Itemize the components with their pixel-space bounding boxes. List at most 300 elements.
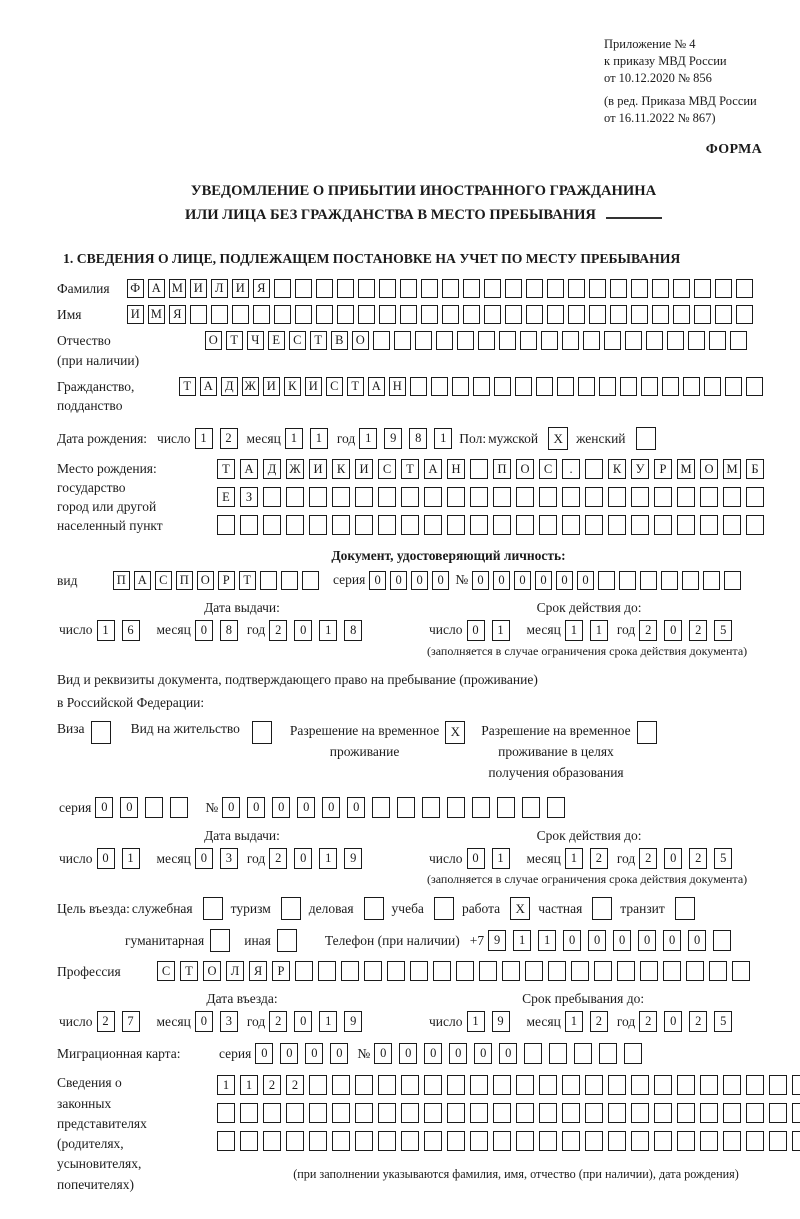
char-box[interactable]: О xyxy=(205,331,222,350)
char-box[interactable]: 2 xyxy=(689,1011,707,1032)
temp-permit-checkbox[interactable]: X xyxy=(445,721,465,744)
char-box[interactable] xyxy=(170,797,188,818)
char-box[interactable] xyxy=(358,279,375,298)
char-box[interactable] xyxy=(654,487,672,507)
char-box[interactable]: 0 xyxy=(613,930,631,951)
char-box[interactable] xyxy=(604,331,621,350)
char-box[interactable]: 0 xyxy=(97,848,115,869)
char-box[interactable] xyxy=(608,515,626,535)
char-box[interactable] xyxy=(499,331,516,350)
char-box[interactable] xyxy=(631,515,649,535)
char-box[interactable] xyxy=(397,797,415,818)
char-box[interactable] xyxy=(624,1043,642,1064)
char-box[interactable]: П xyxy=(176,571,193,590)
char-box[interactable]: Я xyxy=(253,279,270,298)
char-box[interactable]: 1 xyxy=(492,848,510,869)
char-box[interactable] xyxy=(401,1075,419,1095)
char-box[interactable] xyxy=(470,1131,488,1151)
char-box[interactable]: 1 xyxy=(319,848,337,869)
char-box[interactable] xyxy=(447,1103,465,1123)
char-box[interactable] xyxy=(683,377,700,396)
char-box[interactable] xyxy=(505,279,522,298)
char-box[interactable] xyxy=(318,961,336,981)
char-box[interactable]: 0 xyxy=(535,571,552,590)
char-box[interactable] xyxy=(286,487,304,507)
char-box[interactable]: И xyxy=(190,279,207,298)
char-box[interactable]: 8 xyxy=(344,620,362,641)
char-box[interactable]: 0 xyxy=(638,930,656,951)
char-box[interactable] xyxy=(341,961,359,981)
char-box[interactable] xyxy=(769,1103,787,1123)
char-box[interactable] xyxy=(694,305,711,324)
char-box[interactable]: 2 xyxy=(639,620,657,641)
char-box[interactable]: 0 xyxy=(294,1011,312,1032)
char-box[interactable] xyxy=(410,377,427,396)
char-box[interactable] xyxy=(700,1075,718,1095)
char-box[interactable] xyxy=(494,377,511,396)
char-box[interactable] xyxy=(274,305,291,324)
char-box[interactable] xyxy=(562,515,580,535)
char-box[interactable] xyxy=(589,279,606,298)
char-box[interactable]: С xyxy=(289,331,306,350)
char-box[interactable]: 0 xyxy=(432,571,449,590)
char-box[interactable] xyxy=(217,1131,235,1151)
char-box[interactable] xyxy=(736,279,753,298)
char-box[interactable] xyxy=(378,1131,396,1151)
char-box[interactable] xyxy=(378,1075,396,1095)
char-box[interactable] xyxy=(332,487,350,507)
char-box[interactable]: О xyxy=(197,571,214,590)
char-box[interactable] xyxy=(677,487,695,507)
char-box[interactable] xyxy=(217,1103,235,1123)
char-box[interactable] xyxy=(240,515,258,535)
char-box[interactable]: 1 xyxy=(467,1011,485,1032)
char-box[interactable] xyxy=(447,487,465,507)
char-box[interactable] xyxy=(723,1103,741,1123)
char-box[interactable] xyxy=(746,1075,764,1095)
char-box[interactable]: 8 xyxy=(409,428,427,449)
char-box[interactable]: Ф xyxy=(127,279,144,298)
char-box[interactable]: 0 xyxy=(95,797,113,818)
char-box[interactable] xyxy=(568,279,585,298)
char-box[interactable]: 0 xyxy=(664,1011,682,1032)
char-box[interactable]: 1 xyxy=(122,848,140,869)
char-box[interactable] xyxy=(355,1103,373,1123)
char-box[interactable] xyxy=(337,305,354,324)
char-box[interactable]: 9 xyxy=(488,930,506,951)
char-box[interactable]: О xyxy=(352,331,369,350)
char-box[interactable] xyxy=(433,961,451,981)
char-box[interactable] xyxy=(568,305,585,324)
char-box[interactable] xyxy=(725,377,742,396)
char-box[interactable]: И xyxy=(355,459,373,479)
char-box[interactable]: Я xyxy=(169,305,186,324)
char-box[interactable]: 1 xyxy=(434,428,452,449)
char-box[interactable] xyxy=(332,515,350,535)
char-box[interactable] xyxy=(442,305,459,324)
char-box[interactable]: 3 xyxy=(220,848,238,869)
char-box[interactable]: 1 xyxy=(319,620,337,641)
char-box[interactable] xyxy=(562,331,579,350)
char-box[interactable]: 9 xyxy=(344,848,362,869)
char-box[interactable]: Р xyxy=(272,961,290,981)
char-box[interactable] xyxy=(578,377,595,396)
char-box[interactable] xyxy=(337,279,354,298)
char-box[interactable]: Ч xyxy=(247,331,264,350)
char-box[interactable] xyxy=(447,1131,465,1151)
char-box[interactable]: А xyxy=(134,571,151,590)
char-box[interactable]: И xyxy=(263,377,280,396)
char-box[interactable] xyxy=(493,1103,511,1123)
char-box[interactable] xyxy=(493,1131,511,1151)
char-box[interactable] xyxy=(452,377,469,396)
char-box[interactable] xyxy=(217,515,235,535)
char-box[interactable]: 0 xyxy=(272,797,290,818)
char-box[interactable] xyxy=(673,279,690,298)
char-box[interactable]: 0 xyxy=(664,620,682,641)
char-box[interactable] xyxy=(516,515,534,535)
char-box[interactable]: 0 xyxy=(556,571,573,590)
char-box[interactable]: Р xyxy=(654,459,672,479)
char-box[interactable] xyxy=(263,1103,281,1123)
char-box[interactable]: Л xyxy=(226,961,244,981)
purpose-study-checkbox[interactable] xyxy=(434,897,454,920)
char-box[interactable]: И xyxy=(232,279,249,298)
char-box[interactable] xyxy=(631,1131,649,1151)
char-box[interactable]: М xyxy=(169,279,186,298)
char-box[interactable]: С xyxy=(378,459,396,479)
char-box[interactable]: 1 xyxy=(492,620,510,641)
char-box[interactable]: М xyxy=(677,459,695,479)
purpose-work-checkbox[interactable]: X xyxy=(510,897,530,920)
char-box[interactable] xyxy=(599,1043,617,1064)
char-box[interactable]: К xyxy=(608,459,626,479)
char-box[interactable]: 0 xyxy=(449,1043,467,1064)
char-box[interactable] xyxy=(723,515,741,535)
char-box[interactable] xyxy=(502,961,520,981)
char-box[interactable] xyxy=(240,1103,258,1123)
char-box[interactable]: С xyxy=(539,459,557,479)
char-box[interactable]: 2 xyxy=(590,848,608,869)
char-box[interactable] xyxy=(316,279,333,298)
char-box[interactable] xyxy=(548,961,566,981)
char-box[interactable] xyxy=(730,331,747,350)
char-box[interactable] xyxy=(526,279,543,298)
char-box[interactable] xyxy=(746,1131,764,1151)
char-box[interactable] xyxy=(608,1131,626,1151)
char-box[interactable] xyxy=(589,305,606,324)
char-box[interactable]: 2 xyxy=(97,1011,115,1032)
char-box[interactable] xyxy=(673,305,690,324)
char-box[interactable]: Ж xyxy=(242,377,259,396)
char-box[interactable] xyxy=(617,961,635,981)
char-box[interactable] xyxy=(547,279,564,298)
char-box[interactable] xyxy=(539,487,557,507)
char-box[interactable] xyxy=(792,1103,800,1123)
char-box[interactable] xyxy=(295,279,312,298)
char-box[interactable] xyxy=(479,961,497,981)
char-box[interactable] xyxy=(456,961,474,981)
char-box[interactable] xyxy=(401,1103,419,1123)
char-box[interactable]: М xyxy=(148,305,165,324)
visa-checkbox[interactable] xyxy=(91,721,111,744)
char-box[interactable] xyxy=(505,305,522,324)
char-box[interactable] xyxy=(378,515,396,535)
char-box[interactable]: . xyxy=(562,459,580,479)
char-box[interactable] xyxy=(302,571,319,590)
char-box[interactable]: А xyxy=(148,279,165,298)
char-box[interactable]: 0 xyxy=(305,1043,323,1064)
char-box[interactable] xyxy=(373,331,390,350)
char-box[interactable] xyxy=(263,1131,281,1151)
char-box[interactable] xyxy=(516,1131,534,1151)
char-box[interactable]: А xyxy=(200,377,217,396)
char-box[interactable]: 2 xyxy=(689,848,707,869)
char-box[interactable]: С xyxy=(326,377,343,396)
char-box[interactable] xyxy=(792,1075,800,1095)
char-box[interactable] xyxy=(421,305,438,324)
char-box[interactable]: 3 xyxy=(220,1011,238,1032)
char-box[interactable] xyxy=(547,305,564,324)
char-box[interactable] xyxy=(539,515,557,535)
char-box[interactable] xyxy=(332,1103,350,1123)
char-box[interactable]: 0 xyxy=(297,797,315,818)
char-box[interactable] xyxy=(700,1103,718,1123)
char-box[interactable] xyxy=(682,571,699,590)
char-box[interactable] xyxy=(424,487,442,507)
char-box[interactable] xyxy=(663,961,681,981)
char-box[interactable] xyxy=(631,305,648,324)
char-box[interactable] xyxy=(700,515,718,535)
residence-permit-checkbox[interactable] xyxy=(252,721,272,744)
char-box[interactable] xyxy=(472,797,490,818)
char-box[interactable] xyxy=(709,961,727,981)
char-box[interactable] xyxy=(704,377,721,396)
char-box[interactable]: 0 xyxy=(255,1043,273,1064)
char-box[interactable] xyxy=(424,1131,442,1151)
char-box[interactable]: Т xyxy=(217,459,235,479)
char-box[interactable]: М xyxy=(723,459,741,479)
char-box[interactable]: И xyxy=(305,377,322,396)
char-box[interactable] xyxy=(700,487,718,507)
char-box[interactable] xyxy=(309,487,327,507)
char-box[interactable] xyxy=(410,961,428,981)
char-box[interactable]: 1 xyxy=(359,428,377,449)
char-box[interactable] xyxy=(654,515,672,535)
char-box[interactable]: 0 xyxy=(222,797,240,818)
char-box[interactable] xyxy=(547,797,565,818)
char-box[interactable] xyxy=(557,377,574,396)
char-box[interactable]: Т xyxy=(226,331,243,350)
char-box[interactable] xyxy=(484,279,501,298)
char-box[interactable] xyxy=(631,1103,649,1123)
char-box[interactable] xyxy=(677,1103,695,1123)
char-box[interactable]: 0 xyxy=(499,1043,517,1064)
char-box[interactable] xyxy=(585,459,603,479)
char-box[interactable]: 0 xyxy=(294,620,312,641)
char-box[interactable] xyxy=(295,961,313,981)
char-box[interactable]: Т xyxy=(310,331,327,350)
char-box[interactable]: 0 xyxy=(467,848,485,869)
char-box[interactable]: 1 xyxy=(310,428,328,449)
char-box[interactable] xyxy=(662,377,679,396)
purpose-other-checkbox[interactable] xyxy=(277,929,297,952)
char-box[interactable] xyxy=(424,1075,442,1095)
char-box[interactable]: П xyxy=(493,459,511,479)
char-box[interactable] xyxy=(539,1131,557,1151)
char-box[interactable] xyxy=(497,797,515,818)
char-box[interactable] xyxy=(372,797,390,818)
char-box[interactable]: Т xyxy=(180,961,198,981)
char-box[interactable]: Д xyxy=(263,459,281,479)
char-box[interactable]: 0 xyxy=(663,930,681,951)
char-box[interactable] xyxy=(746,487,764,507)
char-box[interactable]: 1 xyxy=(285,428,303,449)
purpose-tourism-checkbox[interactable] xyxy=(281,897,301,920)
char-box[interactable] xyxy=(470,487,488,507)
char-box[interactable] xyxy=(309,515,327,535)
char-box[interactable] xyxy=(400,279,417,298)
char-box[interactable] xyxy=(715,279,732,298)
char-box[interactable] xyxy=(585,1103,603,1123)
char-box[interactable]: 1 xyxy=(240,1075,258,1095)
char-box[interactable]: С xyxy=(155,571,172,590)
char-box[interactable]: 0 xyxy=(294,848,312,869)
female-checkbox[interactable] xyxy=(636,427,656,450)
char-box[interactable]: 2 xyxy=(639,848,657,869)
char-box[interactable]: И xyxy=(309,459,327,479)
char-box[interactable] xyxy=(654,1131,672,1151)
char-box[interactable] xyxy=(677,1131,695,1151)
char-box[interactable]: 1 xyxy=(319,1011,337,1032)
char-box[interactable] xyxy=(295,305,312,324)
char-box[interactable]: И xyxy=(127,305,144,324)
char-box[interactable] xyxy=(585,515,603,535)
char-box[interactable] xyxy=(263,515,281,535)
char-box[interactable]: А xyxy=(240,459,258,479)
char-box[interactable] xyxy=(309,1075,327,1095)
char-box[interactable]: 0 xyxy=(247,797,265,818)
char-box[interactable]: 6 xyxy=(122,620,140,641)
char-box[interactable]: 1 xyxy=(217,1075,235,1095)
char-box[interactable]: Е xyxy=(217,487,235,507)
char-box[interactable]: 0 xyxy=(195,848,213,869)
char-box[interactable] xyxy=(652,279,669,298)
char-box[interactable] xyxy=(677,1075,695,1095)
char-box[interactable] xyxy=(263,487,281,507)
char-box[interactable] xyxy=(522,797,540,818)
char-box[interactable] xyxy=(608,1103,626,1123)
char-box[interactable] xyxy=(585,1131,603,1151)
char-box[interactable] xyxy=(652,305,669,324)
char-box[interactable]: 2 xyxy=(639,1011,657,1032)
char-box[interactable] xyxy=(654,1103,672,1123)
char-box[interactable] xyxy=(732,961,750,981)
char-box[interactable] xyxy=(526,305,543,324)
char-box[interactable] xyxy=(286,1131,304,1151)
char-box[interactable] xyxy=(253,305,270,324)
char-box[interactable] xyxy=(493,1075,511,1095)
char-box[interactable] xyxy=(493,487,511,507)
char-box[interactable] xyxy=(524,1043,542,1064)
char-box[interactable]: Ж xyxy=(286,459,304,479)
char-box[interactable] xyxy=(700,1131,718,1151)
char-box[interactable] xyxy=(401,1131,419,1151)
char-box[interactable] xyxy=(688,331,705,350)
char-box[interactable] xyxy=(515,377,532,396)
char-box[interactable] xyxy=(541,331,558,350)
edu-permit-checkbox[interactable] xyxy=(637,721,657,744)
char-box[interactable]: О xyxy=(700,459,718,479)
char-box[interactable] xyxy=(332,1075,350,1095)
char-box[interactable] xyxy=(421,279,438,298)
char-box[interactable]: 1 xyxy=(513,930,531,951)
char-box[interactable] xyxy=(549,1043,567,1064)
char-box[interactable]: 2 xyxy=(689,620,707,641)
char-box[interactable]: 0 xyxy=(411,571,428,590)
char-box[interactable]: 1 xyxy=(590,620,608,641)
char-box[interactable] xyxy=(364,961,382,981)
char-box[interactable]: 0 xyxy=(369,571,386,590)
char-box[interactable] xyxy=(274,279,291,298)
char-box[interactable] xyxy=(145,797,163,818)
char-box[interactable] xyxy=(539,1075,557,1095)
char-box[interactable]: 1 xyxy=(565,620,583,641)
char-box[interactable]: А xyxy=(424,459,442,479)
char-box[interactable] xyxy=(571,961,589,981)
char-box[interactable] xyxy=(309,1131,327,1151)
char-box[interactable] xyxy=(631,279,648,298)
char-box[interactable]: Т xyxy=(401,459,419,479)
char-box[interactable] xyxy=(309,1103,327,1123)
char-box[interactable]: 0 xyxy=(424,1043,442,1064)
char-box[interactable]: Д xyxy=(221,377,238,396)
char-box[interactable]: 0 xyxy=(474,1043,492,1064)
char-box[interactable] xyxy=(424,515,442,535)
char-box[interactable] xyxy=(646,331,663,350)
char-box[interactable]: У xyxy=(631,459,649,479)
char-box[interactable] xyxy=(470,459,488,479)
char-box[interactable]: 0 xyxy=(563,930,581,951)
char-box[interactable] xyxy=(715,305,732,324)
char-box[interactable] xyxy=(281,571,298,590)
char-box[interactable]: 5 xyxy=(714,1011,732,1032)
char-box[interactable] xyxy=(286,1103,304,1123)
char-box[interactable] xyxy=(536,377,553,396)
char-box[interactable]: С xyxy=(157,961,175,981)
char-box[interactable]: 5 xyxy=(714,620,732,641)
char-box[interactable] xyxy=(190,305,207,324)
char-box[interactable] xyxy=(703,571,720,590)
char-box[interactable] xyxy=(746,377,763,396)
char-box[interactable] xyxy=(436,331,453,350)
char-box[interactable]: 9 xyxy=(492,1011,510,1032)
char-box[interactable]: 0 xyxy=(514,571,531,590)
char-box[interactable] xyxy=(286,515,304,535)
char-box[interactable]: 0 xyxy=(330,1043,348,1064)
char-box[interactable] xyxy=(232,305,249,324)
char-box[interactable] xyxy=(431,377,448,396)
char-box[interactable] xyxy=(316,305,333,324)
char-box[interactable] xyxy=(211,305,228,324)
char-box[interactable] xyxy=(355,1131,373,1151)
char-box[interactable]: 2 xyxy=(286,1075,304,1095)
char-box[interactable] xyxy=(769,1075,787,1095)
char-box[interactable]: Н xyxy=(389,377,406,396)
char-box[interactable] xyxy=(598,571,615,590)
char-box[interactable] xyxy=(585,487,603,507)
purpose-humanitarian-checkbox[interactable] xyxy=(210,929,230,952)
